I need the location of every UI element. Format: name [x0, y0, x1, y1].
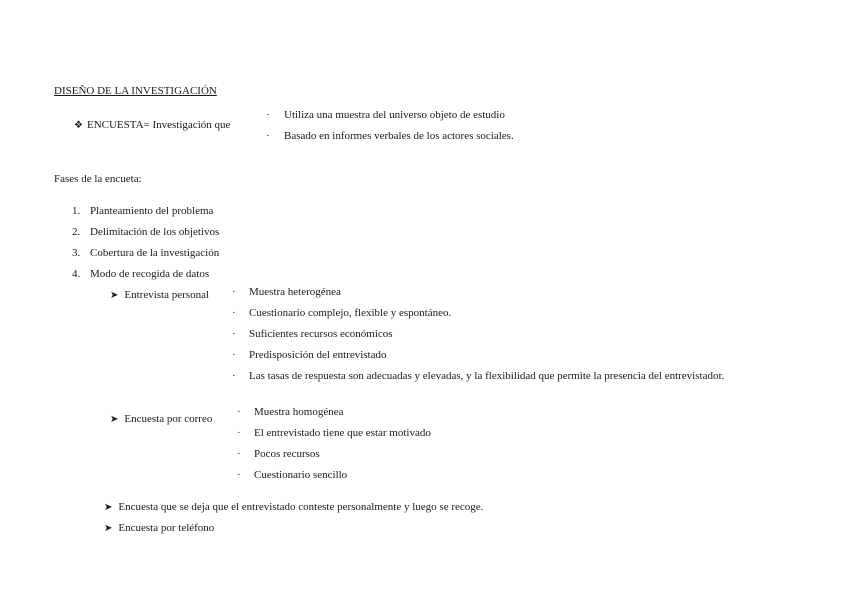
otros-text: Encuesta por teléfono [118, 522, 215, 534]
fases-heading: Fases de la encueta: [54, 173, 142, 185]
dash-bullet: · [266, 130, 270, 142]
dash-bullet: · [232, 349, 236, 361]
arrow-bullet-icon: ➤ [104, 523, 113, 534]
dash-bullet: · [237, 406, 241, 418]
fase-number: 3. [72, 247, 81, 259]
list-item-text: Las tasas de respuesta son adecuadas y elevadas, y la flexibilidad que permite la presencia del entrevistador. [249, 370, 725, 382]
fase-item [72, 205, 213, 217]
encuesta-telefono [104, 522, 214, 534]
list-item-text: Cuestionario sencillo [254, 469, 348, 481]
diamond-bullet-icon: ❖ [74, 120, 83, 131]
encuesta-correo-label [110, 413, 212, 425]
encuesta-autoadministrada [104, 501, 483, 513]
fase-text: Cobertura de la investigación [90, 247, 220, 259]
encuesta-definition [74, 119, 230, 131]
arrow-bullet-icon: ➤ [110, 414, 119, 425]
arrow-bullet-icon: ➤ [110, 290, 119, 301]
dash-bullet: · [266, 109, 270, 121]
correo-label-text: Encuesta por correo [124, 413, 213, 425]
otros-text: Encuesta que se deja que el entrevistado conteste personalmente y luego se recoge. [118, 501, 484, 513]
dash-bullet: · [232, 286, 236, 298]
dash-bullet: · [237, 427, 241, 439]
fase-number: 2. [72, 226, 81, 238]
list-item-text: El entrevistado tiene que estar motivado [254, 427, 431, 439]
fase-text: Planteamiento del problema [90, 205, 214, 217]
fase-text: Delimitación de los objetivos [90, 226, 220, 238]
list-item-text: Suficientes recursos económicos [249, 328, 393, 340]
encuesta-label: ENCUESTA= Investigación que [86, 119, 231, 131]
fase-item [72, 247, 219, 259]
list-item-text: Muestra homogénea [254, 406, 344, 418]
arrow-bullet-icon: ➤ [104, 502, 113, 513]
dash-bullet: · [232, 328, 236, 340]
entrevista-label-text: Entrevista personal [124, 289, 210, 301]
list-item-text: Pocos recursos [254, 448, 320, 460]
entrevista-personal-label [110, 289, 209, 301]
encuesta-item-text: Utiliza una muestra del universo objeto de estudio [284, 109, 505, 121]
page-title: DISEÑO DE LA INVESTIGACIÓN [54, 85, 217, 97]
list-item-text: Predisposición del entrevistado [249, 349, 387, 361]
dash-bullet: · [232, 307, 236, 319]
dash-bullet: · [237, 469, 241, 481]
list-item-text: Muestra heterogénea [249, 286, 341, 298]
dash-bullet: · [232, 370, 236, 382]
fase-item [72, 268, 209, 280]
fase-number: 1. [72, 205, 81, 217]
dash-bullet: · [237, 448, 241, 460]
encuesta-item-text: Basado en informes verbales de los actores sociales. [284, 130, 514, 142]
list-item-text: Cuestionario complejo, flexible y espontáneo. [249, 307, 452, 319]
fase-number: 4. [72, 268, 81, 280]
fase-text: Modo de recogida de datos [90, 268, 210, 280]
fase-item [72, 226, 219, 238]
